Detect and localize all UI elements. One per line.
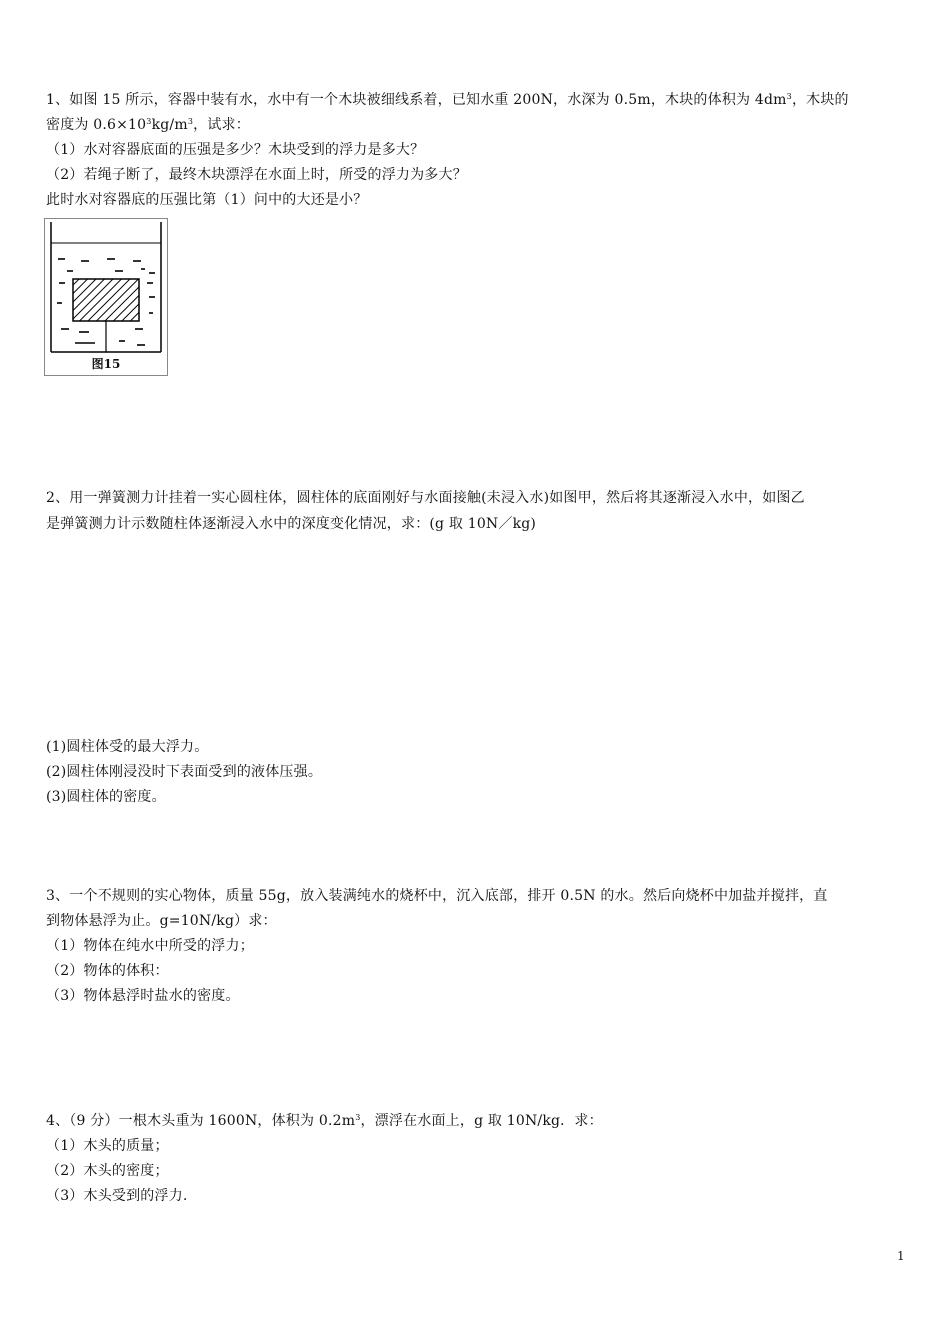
wooden-block — [73, 279, 139, 321]
page-number: 1 — [897, 1249, 905, 1263]
figure-15 — [44, 218, 168, 376]
q1-part-2: （2）若绳子断了，最终木块漂浮在水面上时，所受的浮力为多大？ — [46, 167, 467, 183]
q3-part-1: （1）物体在纯水中所受的浮力； — [46, 938, 254, 954]
q2-line-1: 2、用一弹簧测力计挂着一实心圆柱体，圆柱体的底面刚好与水面接触(未浸入水)如图甲，然后将其逐渐浸入水中，如图乙 — [46, 490, 805, 506]
q3-line-1: 3、一个不规则的实心物体，质量 55g，放入装满纯水的烧杯中，沉入底部，排开 0.5N 的水。然后向烧杯中加盐并搅拌，直 — [46, 888, 828, 904]
q3-line-2: 到物体悬浮为止。g=10N/kg）求： — [46, 913, 277, 929]
q4-part-2: （2）木头的密度； — [46, 1163, 169, 1179]
q2-part-2: (2)圆柱体刚浸没时下表面受到的液体压强。 — [46, 764, 323, 780]
q2-part-3: (3)圆柱体的密度。 — [46, 789, 166, 805]
q4-part-3: （3）木头受到的浮力. — [46, 1188, 188, 1204]
q3-part-2: （2）物体的体积： — [46, 963, 169, 979]
figure-caption: 图15 — [91, 357, 121, 371]
q1-part-1: （1）水对容器底面的压强是多少？木块受到的浮力是多大？ — [46, 142, 425, 158]
q1-line-5: 此时水对容器底的压强比第（1）问中的大还是小？ — [46, 192, 368, 208]
q3-part-3: （3）物体悬浮时盐水的密度。 — [46, 988, 240, 1004]
q1-line-2: 密度为 $0.6\times 10^3kg/m^3$，试求： — [46, 117, 250, 133]
q4-part-1: （1）木头的质量； — [46, 1138, 169, 1154]
container-diagram — [45, 219, 167, 359]
q2-part-1: (1)圆柱体受的最大浮力。 — [46, 739, 209, 755]
q1-line-1: 1、如图 15 所示，容器中装有水，水中有一个木块被细线系着，已知水重 200N，水深为 0.5m，木块的体积为 $4dm^3$，木块的 — [46, 92, 849, 108]
q4-line-1: 4、（9 分）一根木头重为 1600N，体积为 $0.2m^3$，漂浮在水面上，g 取 10N/kg．求： — [46, 1113, 603, 1129]
q2-line-2: 是弹簧测力计示数随柱体逐渐浸入水中的深度变化情况，求：(g 取 10N／kg) — [46, 516, 537, 532]
